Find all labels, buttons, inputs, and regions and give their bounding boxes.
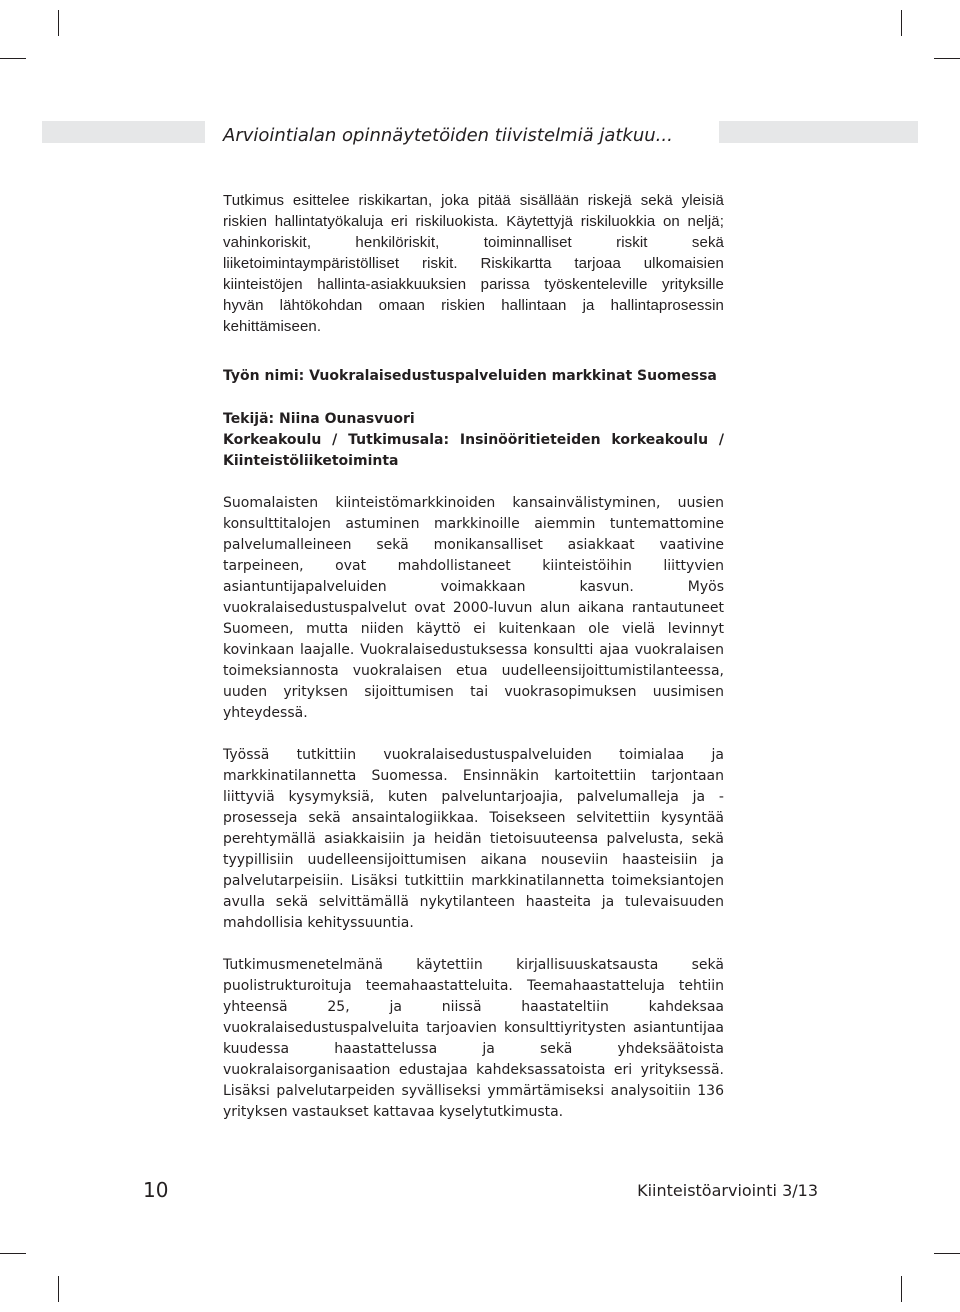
intro-paragraph: Tutkimus esittelee riskikartan, joka pitää sisällään riskejä sekä yleisiä riskien hallintatyökaluja eri riskiluokista. Käytettyjä riskiluokkia on neljä; vahinkoriskit, henkilöriskit, toiminnalliset riskit sekä liiketoimintaympäristölliset riskit. Riskikartta tarjoaa ulkomaisien kiinteistöjen hallinta-asiakkuuksien parissa työskenteleville yrityksille hyvän lähtökohdan omaan riskien hallintaan ja hallintaprosessin kehittämiseen. (223, 192, 724, 335)
header-band-left (42, 121, 205, 143)
page-number: 10 (143, 1178, 169, 1202)
crop-mark (58, 1276, 59, 1302)
header-band-right (719, 121, 918, 143)
thesis-school: Korkeakoulu / Tutkimusala: Insinööritieteiden korkeakoulu / Kiinteistöliiketoiminta (223, 432, 724, 469)
crop-mark (901, 1276, 902, 1302)
crop-mark (58, 10, 59, 36)
crop-mark (934, 1253, 960, 1254)
crop-mark (934, 58, 960, 59)
abstract-paragraph: Suomalaisten kiinteistömarkkinoiden kansainvälistyminen, uusien konsulttitalojen astuminen markkinoille aiemmin tuntemattomine palvelumalleineen sekä monikansalliset asiakkaat vaativine tarpeineen, ovat mahdollistaneet kiinteistöihin liittyvien asiantuntijapalveluiden voimakkaan kasvun. Myös vuokralaisedustuspalvelut ovat 2000-luvun alun aikana rantautuneet Suomeen, mutta niiden käyttö ei kuitenkaan ole vielä levinnyt kovinkaan laajalle. Vuokralaisedustuksessa konsultti ajaa vuokralaisen toimeksiannosta vuokralaisen etua uudelleensijoittumistilanteessa, uuden yrityksen sijoittumisen tai vuokrasopimuksen uusimisen yhteydessä. (223, 495, 724, 721)
abstract-paragraph: Tutkimusmenetelmänä käytettiin kirjallisuuskatsausta sekä puolistrukturoituja teemahaastatteluita. Teemahaastatteluja tehtiin yhteensä 25, ja niissä haastateltiin kahdeksaa vuokralaisedustuspalveluita tarjoavien konsulttiyritysten asiantuntijaa kuudessa haastattelussa ja sekä yhdeksäätoista vuokralaisorganisaation edustajaa kahdeksassatoista eri yrityksessä. Lisäksi palvelutarpeiden syvälliseksi ymmärtämiseksi analysoitiin 136 yrityksen vastaukset kattavaa kyselytutkimusta. (223, 957, 724, 1120)
thesis-author: Tekijä: Niina Ounasvuori (223, 411, 415, 427)
thesis-title: Työn nimi: Vuokralaisedustuspalveluiden markkinat Suomessa (223, 368, 717, 384)
crop-mark (0, 1253, 26, 1254)
journal-issue: Kiinteistöarviointi 3/13 (637, 1181, 818, 1200)
crop-mark (0, 58, 26, 59)
abstract-paragraph: Työssä tutkittiin vuokralaisedustuspalveluiden toimialaa ja markkinatilannetta Suomessa. Ensinnäkin kartoitettiin tarjontaan liittyviä kysymyksiä, kuten palveluntarjoajia, palvelumalleja ja -prosesseja sekä ansaintalogiikkaa. Toisekseen selvitettiin kysyntää perehtymällä asiakkaisiin ja heidän tietoisuuteensa palvelusta, sekä tyypillisiin uudelleensijoittumisen aikana nouseviin haasteisiin ja palvelutarpeisiin. Lisäksi tutkittiin markkinatilannetta toimeksiantojen avulla sekä selvittämällä nykytilanteen haasteita ja tulevaisuuden mahdollisia kehityssuuntia. (223, 747, 724, 931)
page-title: Arviointialan opinnäytetöiden tiivistelmiä jatkuu... (223, 125, 673, 146)
article-body (223, 190, 724, 1123)
crop-mark (901, 10, 902, 36)
